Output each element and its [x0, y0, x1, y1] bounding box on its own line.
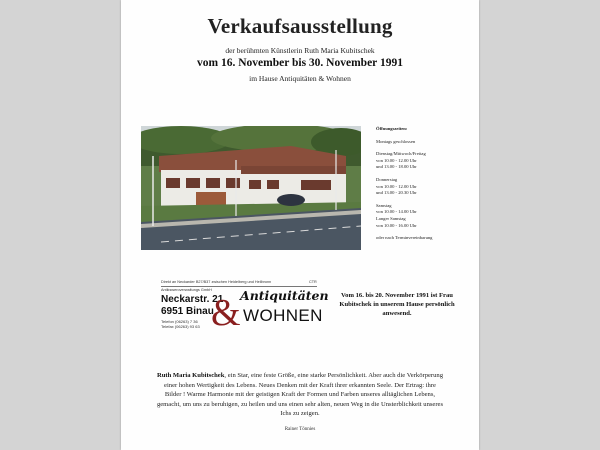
opening-hours-title: Öffnungszeiten:	[376, 126, 408, 131]
hours-line: und 13.00 - 20.30 Uhr	[376, 190, 417, 196]
shop-advertisement	[161, 280, 329, 334]
ad-directions-text: Direkt an Neckarder B27/B37 zwischen Heidelberg und Heilbronn	[161, 280, 272, 284]
logo-antiquitaeten: Antiquitäten	[240, 288, 329, 303]
ad-street: Neckarstr. 21	[161, 294, 224, 305]
ad-city: 6951 Binau	[161, 306, 214, 317]
hours-line: Dienstag/Mittwoch/Freitag	[376, 151, 426, 157]
flyer-page	[121, 0, 479, 450]
artist-subtitle: der berühmten Künstlerin Ruth Maria Kubitschek	[225, 46, 375, 55]
artist-name: Ruth Maria Kubitschek	[156, 372, 225, 379]
description-text: , ein Star, eine feste Größe, eine starke Persönlichkeit. Aber auch die Verkörperung einer hohen Wertigkeit des Lebens. Neues Denken mit der Kraft ihrer erkannten Seele. Der Ertrag: ihre Bilder ! Warme Harmonie mit der geistigen Kraft der Formen und Farben unseres alltäglichen Lebens, gemacht, um uns zu beruhigen, zu heilen und uns einen sehr alten, neuen Weg in die Unsterblichkeit unseres Ichs zu zeigen.	[156, 372, 444, 418]
hours-line: Langer Samstag	[376, 215, 406, 221]
hours-line: Montags geschlossen	[376, 138, 416, 144]
ad-phone: Telefon (06263) 7 36	[161, 319, 198, 324]
hours-line: und 13.00 - 18.00 Uhr	[376, 164, 417, 170]
ad-company: Antiksweroverwaltungs GmbH	[161, 288, 212, 292]
hours-line: von 10.00 - 16.00 Uhr	[376, 222, 417, 228]
hours-line: Donnerstag	[376, 176, 398, 182]
author-signature: Rainer Tönnies	[284, 427, 316, 432]
hours-line: oder nach Terminvereinbarung	[376, 235, 433, 241]
exhibition-dates: vom 16. November bis 30. November 1991	[197, 57, 403, 69]
ad-fax: Telefax (06263) 93 63	[161, 324, 200, 329]
shop-photo	[141, 126, 361, 250]
artist-description	[155, 371, 445, 419]
logo-wohnen: WOHNEN	[243, 306, 323, 325]
ad-divider	[161, 286, 317, 287]
hours-line: Samstag	[376, 202, 392, 208]
opening-hours	[376, 126, 476, 242]
location-line: im Hause Antiquitäten & Wohnen	[249, 74, 351, 83]
ad-directions-code: CTR	[309, 280, 317, 284]
ad-directions	[161, 280, 317, 284]
attendance-note: Vom 16. bis 20. November 1991 ist Frau Kubitschek in unserem Hause persönlich anwesend.	[339, 292, 455, 317]
hours-line: von 10.00 - 12.00 Uhr	[376, 183, 417, 189]
hours-line: von 10.00 - 12.00 Uhr	[376, 157, 417, 163]
page-title: Verkaufsausstellung	[207, 14, 393, 38]
logo-ampersand: &	[211, 292, 241, 334]
hours-line: von 10.00 - 14.00 Uhr	[376, 209, 417, 215]
